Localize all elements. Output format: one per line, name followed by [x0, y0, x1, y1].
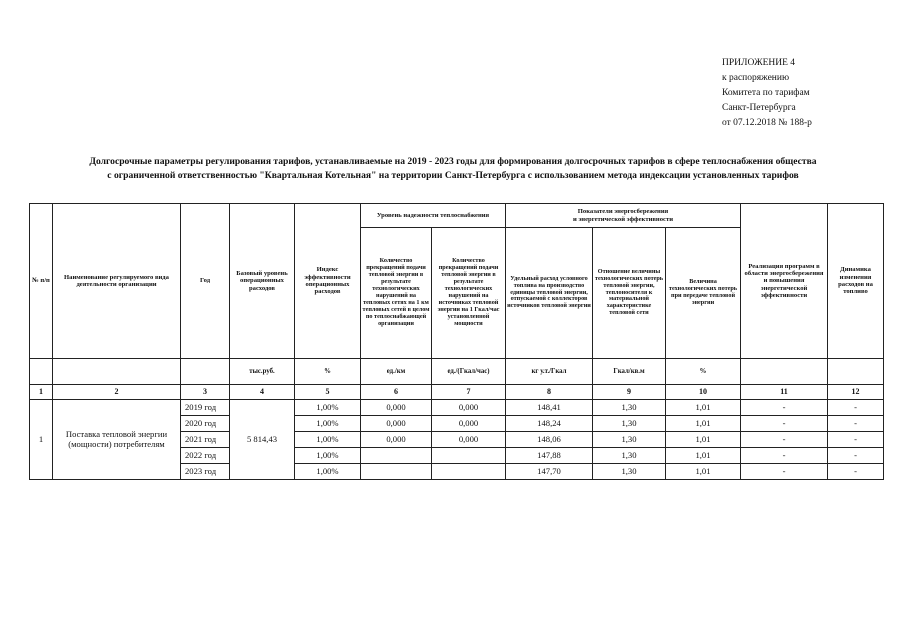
column-number: 4 — [230, 385, 295, 400]
appendix-line: от 07.12.2018 № 188-р — [722, 118, 812, 128]
cell-rel2 — [432, 464, 506, 480]
cell-rel1 — [361, 448, 432, 464]
header-rel2: Количество прекращений подачи тепловой энергии в результате технологических нарушений на источниках тепловой энергии на 1 Гкал/час установленной мощности — [432, 228, 506, 359]
column-number: 10 — [666, 385, 741, 400]
cell-index: 1,00% — [295, 400, 361, 416]
unit-index: % — [295, 359, 361, 385]
document-title — [20, 155, 886, 183]
cell-index: 1,00% — [295, 464, 361, 480]
unit-en1: кг у.т./Гкал — [506, 359, 593, 385]
cell-index: 1,00% — [295, 448, 361, 464]
column-number: 6 — [361, 385, 432, 400]
cell-en2: 1,30 — [593, 416, 666, 432]
cell-en3: 1,01 — [666, 448, 741, 464]
cell-dynamics: - — [828, 400, 884, 416]
column-number: 3 — [181, 385, 230, 400]
cell-index: 1,00% — [295, 432, 361, 448]
cell-rel1: 0,000 — [361, 416, 432, 432]
unit-en2: Гкал/кв.м — [593, 359, 666, 385]
unit-cell — [30, 359, 53, 385]
unit-cell — [53, 359, 181, 385]
cell-en1: 148,41 — [506, 400, 593, 416]
cell-year: 2023 год — [181, 464, 230, 480]
cell-en3: 1,01 — [666, 400, 741, 416]
unit-en3: % — [666, 359, 741, 385]
appendix-line: Комитета по тарифам — [722, 88, 810, 98]
cell-en2: 1,30 — [593, 432, 666, 448]
header-en3: Величина технологических потерь при передаче тепловой энергии — [666, 228, 741, 359]
appendix-block — [722, 56, 812, 131]
column-number: 7 — [432, 385, 506, 400]
unit-base: тыс.руб. — [230, 359, 295, 385]
unit-cell — [741, 359, 828, 385]
cell-en1: 148,06 — [506, 432, 593, 448]
row-num: 1 — [30, 400, 53, 480]
unit-rel1: ед./км — [361, 359, 432, 385]
column-number: 8 — [506, 385, 593, 400]
cell-en1: 148,24 — [506, 416, 593, 432]
cell-program: - — [741, 432, 828, 448]
cell-en2: 1,30 — [593, 448, 666, 464]
cell-base: 5 814,43 — [230, 400, 295, 480]
cell-rel1: 0,000 — [361, 432, 432, 448]
cell-year: 2021 год — [181, 432, 230, 448]
cell-dynamics: - — [828, 448, 884, 464]
header-num: № п/п — [30, 204, 53, 359]
cell-en2: 1,30 — [593, 464, 666, 480]
cell-program: - — [741, 464, 828, 480]
cell-rel1 — [361, 464, 432, 480]
cell-rel2: 0,000 — [432, 432, 506, 448]
unit-cell — [828, 359, 884, 385]
cell-dynamics: - — [828, 432, 884, 448]
cell-rel2: 0,000 — [432, 400, 506, 416]
unit-cell — [181, 359, 230, 385]
table-row — [30, 400, 884, 416]
activity-name: Поставка тепловой энергии (мощности) потребителям — [53, 400, 181, 480]
title-line: с ограниченной ответственностью "Квартальная Котельная" на территории Санкт-Петербурга с использованием метода индексации установленных тарифов — [107, 170, 799, 181]
header-dynamics: Динамика изменения расходов на топливо — [828, 204, 884, 359]
cell-en3: 1,01 — [666, 432, 741, 448]
cell-dynamics: - — [828, 416, 884, 432]
cell-dynamics: - — [828, 464, 884, 480]
appendix-line: Санкт-Петербурга — [722, 103, 796, 113]
cell-program: - — [741, 448, 828, 464]
column-number: 1 — [30, 385, 53, 400]
header-energy-group-line: Показатели энергосбережения — [577, 208, 669, 216]
header-reliability-group: Уровень надежности теплоснабжения — [361, 204, 506, 228]
column-number: 11 — [741, 385, 828, 400]
cell-year: 2022 год — [181, 448, 230, 464]
cell-en1: 147,88 — [506, 448, 593, 464]
appendix-line: к распоряжению — [722, 73, 790, 83]
header-en2: Отношение величины технологических потерь тепловой энергии, теплоносителя к материальной характеристике тепловой сети — [593, 228, 666, 359]
cell-year: 2020 год — [181, 416, 230, 432]
cell-en1: 147,70 — [506, 464, 593, 480]
cell-program: - — [741, 416, 828, 432]
cell-rel2 — [432, 448, 506, 464]
header-activity: Наименование регулируемого вида деятельности организации — [53, 204, 181, 359]
header-en1: Удельный расход условного топлива на производство единицы тепловой энергии, отпускаемой с коллекторов источников тепловой энергии — [506, 228, 593, 359]
column-number: 5 — [295, 385, 361, 400]
title-line: Долгосрочные параметры регулирования тарифов, устанавливаемые на 2019 - 2023 годы для формирования долгосрочных тарифов в сфере теплоснабжения общества — [89, 156, 817, 167]
cell-en2: 1,30 — [593, 400, 666, 416]
cell-rel2: 0,000 — [432, 416, 506, 432]
header-rel1: Количество прекращений подачи тепловой энергии в результате технологических нарушений на тепловых сетях на 1 км тепловых сетей в целом по теплоснабжающей организации — [361, 228, 432, 359]
header-energy-group — [506, 204, 741, 228]
cell-en3: 1,01 — [666, 464, 741, 480]
unit-rel2: ед./(Гкал/час) — [432, 359, 506, 385]
header-program: Реализация программ в области энергосбережения и повышения энергетической эффективности — [741, 204, 828, 359]
header-year: Год — [181, 204, 230, 359]
parameters-table — [29, 203, 884, 480]
cell-rel1: 0,000 — [361, 400, 432, 416]
cell-en3: 1,01 — [666, 416, 741, 432]
appendix-line: ПРИЛОЖЕНИЕ 4 — [722, 58, 796, 68]
column-number: 2 — [53, 385, 181, 400]
header-energy-group-line: и энергетической эффективности — [573, 215, 673, 223]
cell-year: 2019 год — [181, 400, 230, 416]
column-number: 9 — [593, 385, 666, 400]
cell-program: - — [741, 400, 828, 416]
header-base: Базовый уровень операционных расходов — [230, 204, 295, 359]
column-number: 12 — [828, 385, 884, 400]
header-index: Индекс эффективности операционных расходов — [295, 204, 361, 359]
cell-index: 1,00% — [295, 416, 361, 432]
